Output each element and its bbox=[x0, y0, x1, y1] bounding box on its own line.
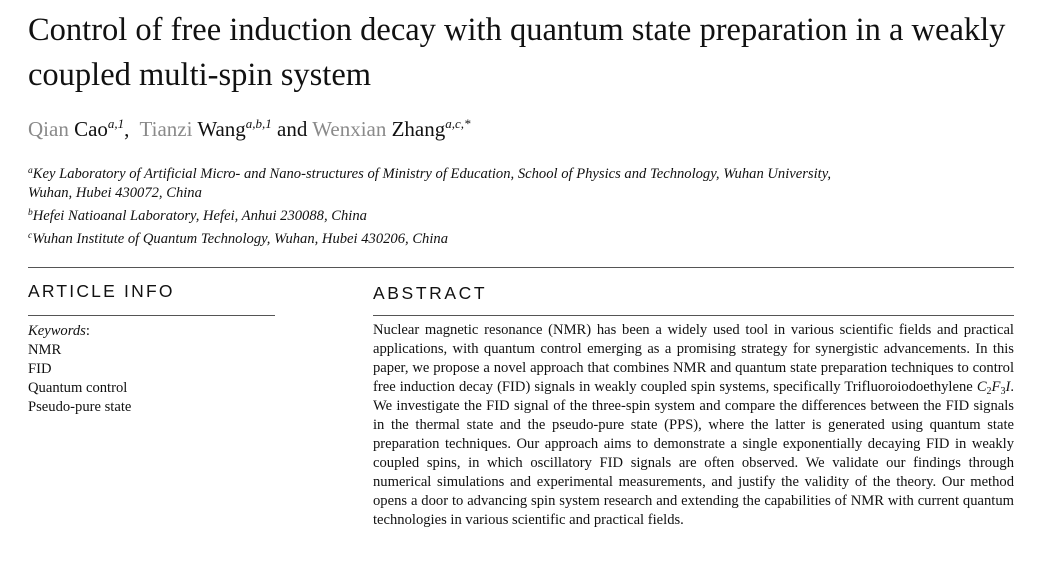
author-marks: a,1 bbox=[107, 116, 125, 131]
keyword-item: Quantum control bbox=[28, 380, 128, 396]
article-info-divider bbox=[28, 315, 275, 316]
affiliation-a: $^a$Key Laboratory of Artificial Micro- and Nano-structures of Ministry of Education, School of Physics and Technology, Wuhan University, Wuhan, Hubei 430072, China bbox=[28, 166, 832, 201]
author-marks: a,b,1 bbox=[245, 116, 272, 131]
chemical-formula: $C_2F_3I$ bbox=[976, 379, 1011, 397]
abstract-heading: ABSTRACT bbox=[373, 283, 488, 303]
abstract-divider bbox=[373, 315, 1014, 316]
affiliation-c: $^c$Wuhan Institute of Quantum Technology, Wuhan, Hubei 430206, China bbox=[28, 231, 448, 247]
author-cao: Qian Cao$^{a,1}$ bbox=[28, 116, 125, 141]
author-wang: Tianzi Wang$^{a,b,1}$ bbox=[139, 116, 272, 141]
keyword-item: Pseudo-pure state bbox=[28, 399, 132, 415]
keywords-label-line: Keywords: bbox=[28, 323, 90, 339]
author-marks: a,c,* bbox=[445, 116, 471, 131]
affiliation-b: $^b$Hefei Natioanal Laboratory, Hefei, Anhui 230088, China bbox=[28, 208, 367, 224]
header-divider bbox=[28, 267, 1014, 268]
keywords-block bbox=[28, 322, 131, 417]
paper-title: Control of free induction decay with quantum state preparation in a weakly coupled multi-spin system bbox=[28, 12, 1006, 93]
keyword-item: FID bbox=[28, 361, 52, 377]
author-zhang: Wenxian Zhang$^{a,c,*}$ bbox=[312, 116, 471, 141]
affiliation-list bbox=[28, 165, 858, 253]
author-list: Qian Cao$^{a,1}$, Tianzi Wang$^{a,b,1}$ and Wenxian Zhang$^{a,c,*}$ bbox=[28, 116, 471, 141]
article-info-heading: ARTICLE INFO bbox=[28, 281, 175, 301]
keyword-item: NMR bbox=[28, 342, 62, 358]
abstract-text: Nuclear magnetic resonance (NMR) has been a widely used tool in various scientific fields and practical applications, with quantum control emerging as a promising strategy for synergistic advancements. In this paper, we propose a novel approach that combines NMR and quantum state preparation techniques to control free induction decay (FID) signals in weakly coupled spin systems, specifically Trifluoroiodoethylene $C_2F_3I$. We investigate the FID signal of the three-spin system and compare the differences between the FID signals in the thermal state and the pseudo-pure state (PPS), where the latter is generated using quantum state preparation techniques. Our approach aims to demonstrate a single exponentially decaying FID in weakly coupled spins, in which oscillatory FID signals are often observed. We validate our findings through numerical simulations and experimental measurements, and justify the validity of the theory. Our method opens a door to advancing spin system research and extending the capabilities of NMR with current quantum technologies in various scientific and practical fields. bbox=[373, 322, 1014, 528]
